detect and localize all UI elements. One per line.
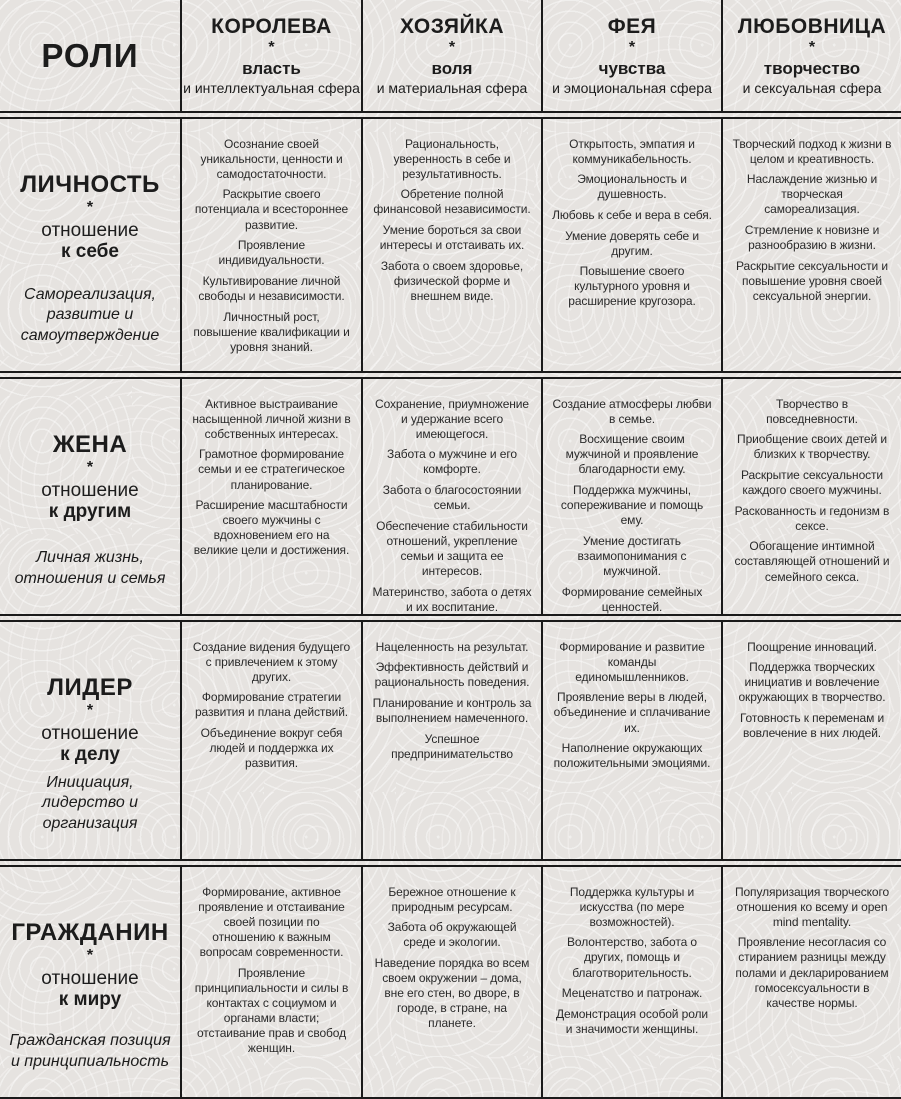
cell-paragraph: Проявление веры в людей, объединение и сплачивание их. (553, 690, 711, 735)
column-title: ЛЮБОВНИЦА (737, 14, 887, 38)
cell-paragraph: Умение достигать взаимопонимания с мужчиной. (577, 533, 687, 579)
cell-row2-col4 (721, 379, 901, 614)
cell-paragraph: Любовь к себе и вера в себя. (552, 207, 712, 222)
cell-paragraph: Активное выстраивание насыщенной личной жизни в собственных интересах. (192, 396, 351, 441)
cell-paragraph: Культивирование личной свободы и независимости. (198, 273, 345, 303)
table-body (0, 117, 901, 1099)
cell-paragraph: Объединение вокруг себя людей и поддержка их развития. (200, 726, 343, 771)
row-relation: отношение (41, 968, 139, 990)
cell-paragraph: Обеспечение стабильности отношений, укрепление семьи и защита ее интересов. (376, 518, 528, 579)
star-separator: * (628, 38, 636, 56)
cell-row4-col1 (180, 867, 361, 1097)
cell-paragraph: Формирование, активное проявление и отстаивание своей позиции по отношению к важным вопросам современности. (198, 884, 345, 959)
row-subtitle: Самореализация, развитие и самоутверждение (20, 285, 160, 345)
cell-paragraph: Проявление принципиальности и силы в контактах с социумом и органами власти; отстаивание прав и свобод женщин. (194, 965, 349, 1056)
cell-paragraph: Раскованность и гедонизм в сексе. (734, 503, 890, 533)
cell-paragraph: Популяризация творческого отношения ко всему и open mind mentality. (734, 884, 890, 929)
row-title: ЖЕНА (52, 431, 128, 458)
cell-row4-col2 (361, 867, 541, 1097)
cell-paragraph: Меценатство и патронаж. (561, 986, 703, 1001)
column-sphere: и интеллектуальная сфера (183, 80, 360, 97)
star-separator: * (86, 947, 94, 964)
cell-paragraph: Раскрытие сексуальности и повышение уровня своей сексуальной энергии. (736, 258, 888, 303)
cell-paragraph: Творческий подход к жизни в целом и креативность. (732, 136, 892, 166)
column-title: ХОЗЯЙКА (399, 14, 505, 38)
cell-row1-col3 (541, 119, 721, 371)
column-header-lyubovnitsa (721, 0, 901, 111)
cell-paragraph: Эффективность действий и рациональность поведения. (374, 660, 530, 690)
cell-paragraph: Планирование и контроль за выполнением намеченного. (372, 695, 532, 725)
cell-paragraph: Открытость, эмпатия и коммуникабельность. (569, 136, 695, 166)
column-sphere: и сексуальная сфера (742, 80, 882, 97)
row-subtitle: Личная жизнь, отношения и семья (14, 549, 166, 588)
cell-paragraph: Успешное предпринимательство (391, 731, 513, 761)
cell-paragraph: Наслаждение жизнью и творческая самореализация. (746, 172, 878, 217)
star-separator: * (268, 38, 275, 56)
row-label-cell (0, 379, 180, 614)
cell-paragraph: Обогащение интимной составляющей отношений и семейного секса. (734, 539, 890, 584)
cell-row3-col1 (180, 622, 361, 859)
cell-paragraph: Забота о благосостоянии семьи. (382, 483, 522, 513)
cell-row3-col3 (541, 622, 721, 859)
cell-row4-col3 (541, 867, 721, 1097)
cell-row2-col3 (541, 379, 721, 614)
cell-paragraph: Проявление несогласия со стиранием разницы между полами и декларированием гомосексуальности в качестве нормы. (735, 935, 889, 1010)
roles-header-cell (0, 0, 180, 111)
cell-paragraph: Поддержка творческих инициатив и вовлечение окружающих в творчество. (738, 660, 886, 705)
column-keyword: творчество (763, 59, 861, 79)
cell-paragraph: Демонстрация особой роли и значимости женщины. (555, 1006, 709, 1036)
cell-paragraph: Поощрение инноваций. (747, 639, 877, 654)
cell-paragraph: Умение доверять себе и другим. (565, 228, 699, 258)
row-label-cell (0, 622, 180, 859)
cell-paragraph: Осознание своей уникальности, ценности и самодостаточности. (200, 136, 343, 181)
cell-paragraph: Забота о своем здоровье, физической форме и внешнем виде. (380, 258, 524, 303)
cell-paragraph: Творчество в повседневности. (766, 396, 858, 426)
column-header-feya (541, 0, 721, 111)
cell-paragraph: Формирование семейных ценностей. (561, 584, 703, 614)
cell-paragraph: Раскрытие сексуальности каждого своего мужчины. (740, 467, 884, 498)
column-title: ФЕЯ (607, 14, 657, 38)
table-row (0, 377, 901, 616)
row-subtitle: Инициация, лидерство и организация (41, 773, 139, 833)
header-row (0, 0, 901, 113)
column-title: КОРОЛЕВА (211, 14, 332, 38)
cell-paragraph: Расширение масштабности своего мужчины с вдохновением его на великие цели и достижения. (193, 498, 350, 558)
cell-paragraph: Проявление индивидуальности. (218, 238, 325, 268)
star-separator: * (448, 38, 456, 56)
cell-row2-col1 (180, 379, 361, 614)
column-sphere: и эмоциональная сфера (552, 80, 712, 97)
star-separator: * (86, 702, 94, 719)
cell-paragraph: Создание видения будущего с привлечением к этому других. (192, 639, 351, 684)
cell-row1-col2 (361, 119, 541, 371)
cell-paragraph: Приобщение своих детей и близких к творчеству. (737, 432, 887, 462)
row-relation-target: к себе (61, 241, 119, 263)
cell-paragraph: Эмоциональность и душевность. (577, 172, 687, 202)
cell-paragraph: Нацеленность на результат. (375, 639, 529, 654)
cell-paragraph: Создание атмосферы любви в семье. (552, 396, 712, 426)
column-keyword: воля (431, 59, 473, 79)
cell-paragraph: Забота о мужчине и его комфорте. (387, 447, 517, 477)
row-relation: отношение (41, 480, 139, 502)
cell-paragraph: Бережное отношение к природным ресурсам. (388, 884, 516, 914)
star-separator: * (808, 38, 816, 56)
cell-paragraph: Повышение своего культурного уровня и расширение кругозора. (568, 264, 696, 309)
cell-paragraph: Умение бороться за свои интересы и отстаивать их. (379, 223, 525, 253)
star-separator: * (86, 199, 94, 216)
column-keyword: чувства (598, 59, 666, 79)
table-row (0, 117, 901, 373)
cell-paragraph: Формирование и развитие команды единомышленников. (559, 639, 705, 684)
row-title: ЛИЧНОСТЬ (20, 171, 160, 198)
cell-paragraph: Сохранение, приумножение и удержание всего имеющегося. (375, 396, 529, 441)
cell-row4-col4 (721, 867, 901, 1097)
roles-title: РОЛИ (41, 36, 139, 74)
row-title: ГРАЖДАНИН (11, 919, 169, 946)
cell-row1-col1 (180, 119, 361, 371)
column-header-khozyayka (361, 0, 541, 111)
cell-paragraph: Наведение порядка во всем своем окружении – дома, вне его стен, во дворе, в городе, в стране, на планете. (374, 955, 530, 1031)
cell-paragraph: Забота об окружающей среде и экологии. (387, 920, 517, 950)
row-relation-target: к миру (58, 989, 122, 1011)
cell-paragraph: Стремление к новизне и разнообразию в жизни. (744, 223, 880, 253)
cell-paragraph: Поддержка мужчины, сопереживание и помощь ему. (560, 483, 704, 528)
cell-paragraph: Наполнение окружающих положительными эмоциями. (553, 741, 711, 771)
cell-paragraph: Грамотное формирование семьи и ее стратегическое планирование. (198, 447, 345, 492)
column-header-koroleva (180, 0, 361, 111)
column-sphere: и материальная сфера (376, 80, 528, 97)
cell-paragraph: Формирование стратегии развития и плана действий. (194, 690, 349, 720)
row-title: ЛИДЕР (47, 674, 133, 701)
star-separator: * (86, 459, 94, 476)
row-subtitle: Гражданская позиция и принципиальность (9, 1032, 171, 1071)
cell-row2-col2 (361, 379, 541, 614)
cell-paragraph: Восхищение своим мужчиной и проявление благодарности ему. (565, 432, 699, 477)
table-row (0, 865, 901, 1099)
cell-paragraph: Личностный рост, повышение квалификации и уровня знаний. (193, 309, 350, 354)
row-label-cell (0, 867, 180, 1097)
cell-paragraph: Готовность к переменам и вовлечение в них людей. (739, 710, 885, 741)
cell-row3-col4 (721, 622, 901, 859)
table-row (0, 620, 901, 861)
cell-paragraph: Раскрытие своего потенциала и всестороннее развитие. (194, 187, 349, 232)
cell-paragraph: Материнство, забота о детях и их воспитание. (372, 584, 532, 614)
column-keyword: власть (242, 59, 301, 79)
cell-paragraph: Рациональность, уверенность в себе и результативность. (393, 136, 511, 181)
cell-paragraph: Волонтерство, забота о других, помощь и благотворительность. (567, 935, 697, 980)
row-relation: отношение (41, 723, 139, 745)
cell-row3-col2 (361, 622, 541, 859)
row-relation: отношение (41, 220, 139, 242)
row-label-cell (0, 119, 180, 371)
cell-row1-col4 (721, 119, 901, 371)
cell-paragraph: Поддержка культуры и искусства (по мере возможностей). (569, 884, 695, 929)
cell-paragraph: Обретение полной финансовой независимости. (373, 187, 531, 217)
row-relation-target: к другим (48, 501, 132, 523)
row-relation-target: к делу (60, 744, 120, 766)
